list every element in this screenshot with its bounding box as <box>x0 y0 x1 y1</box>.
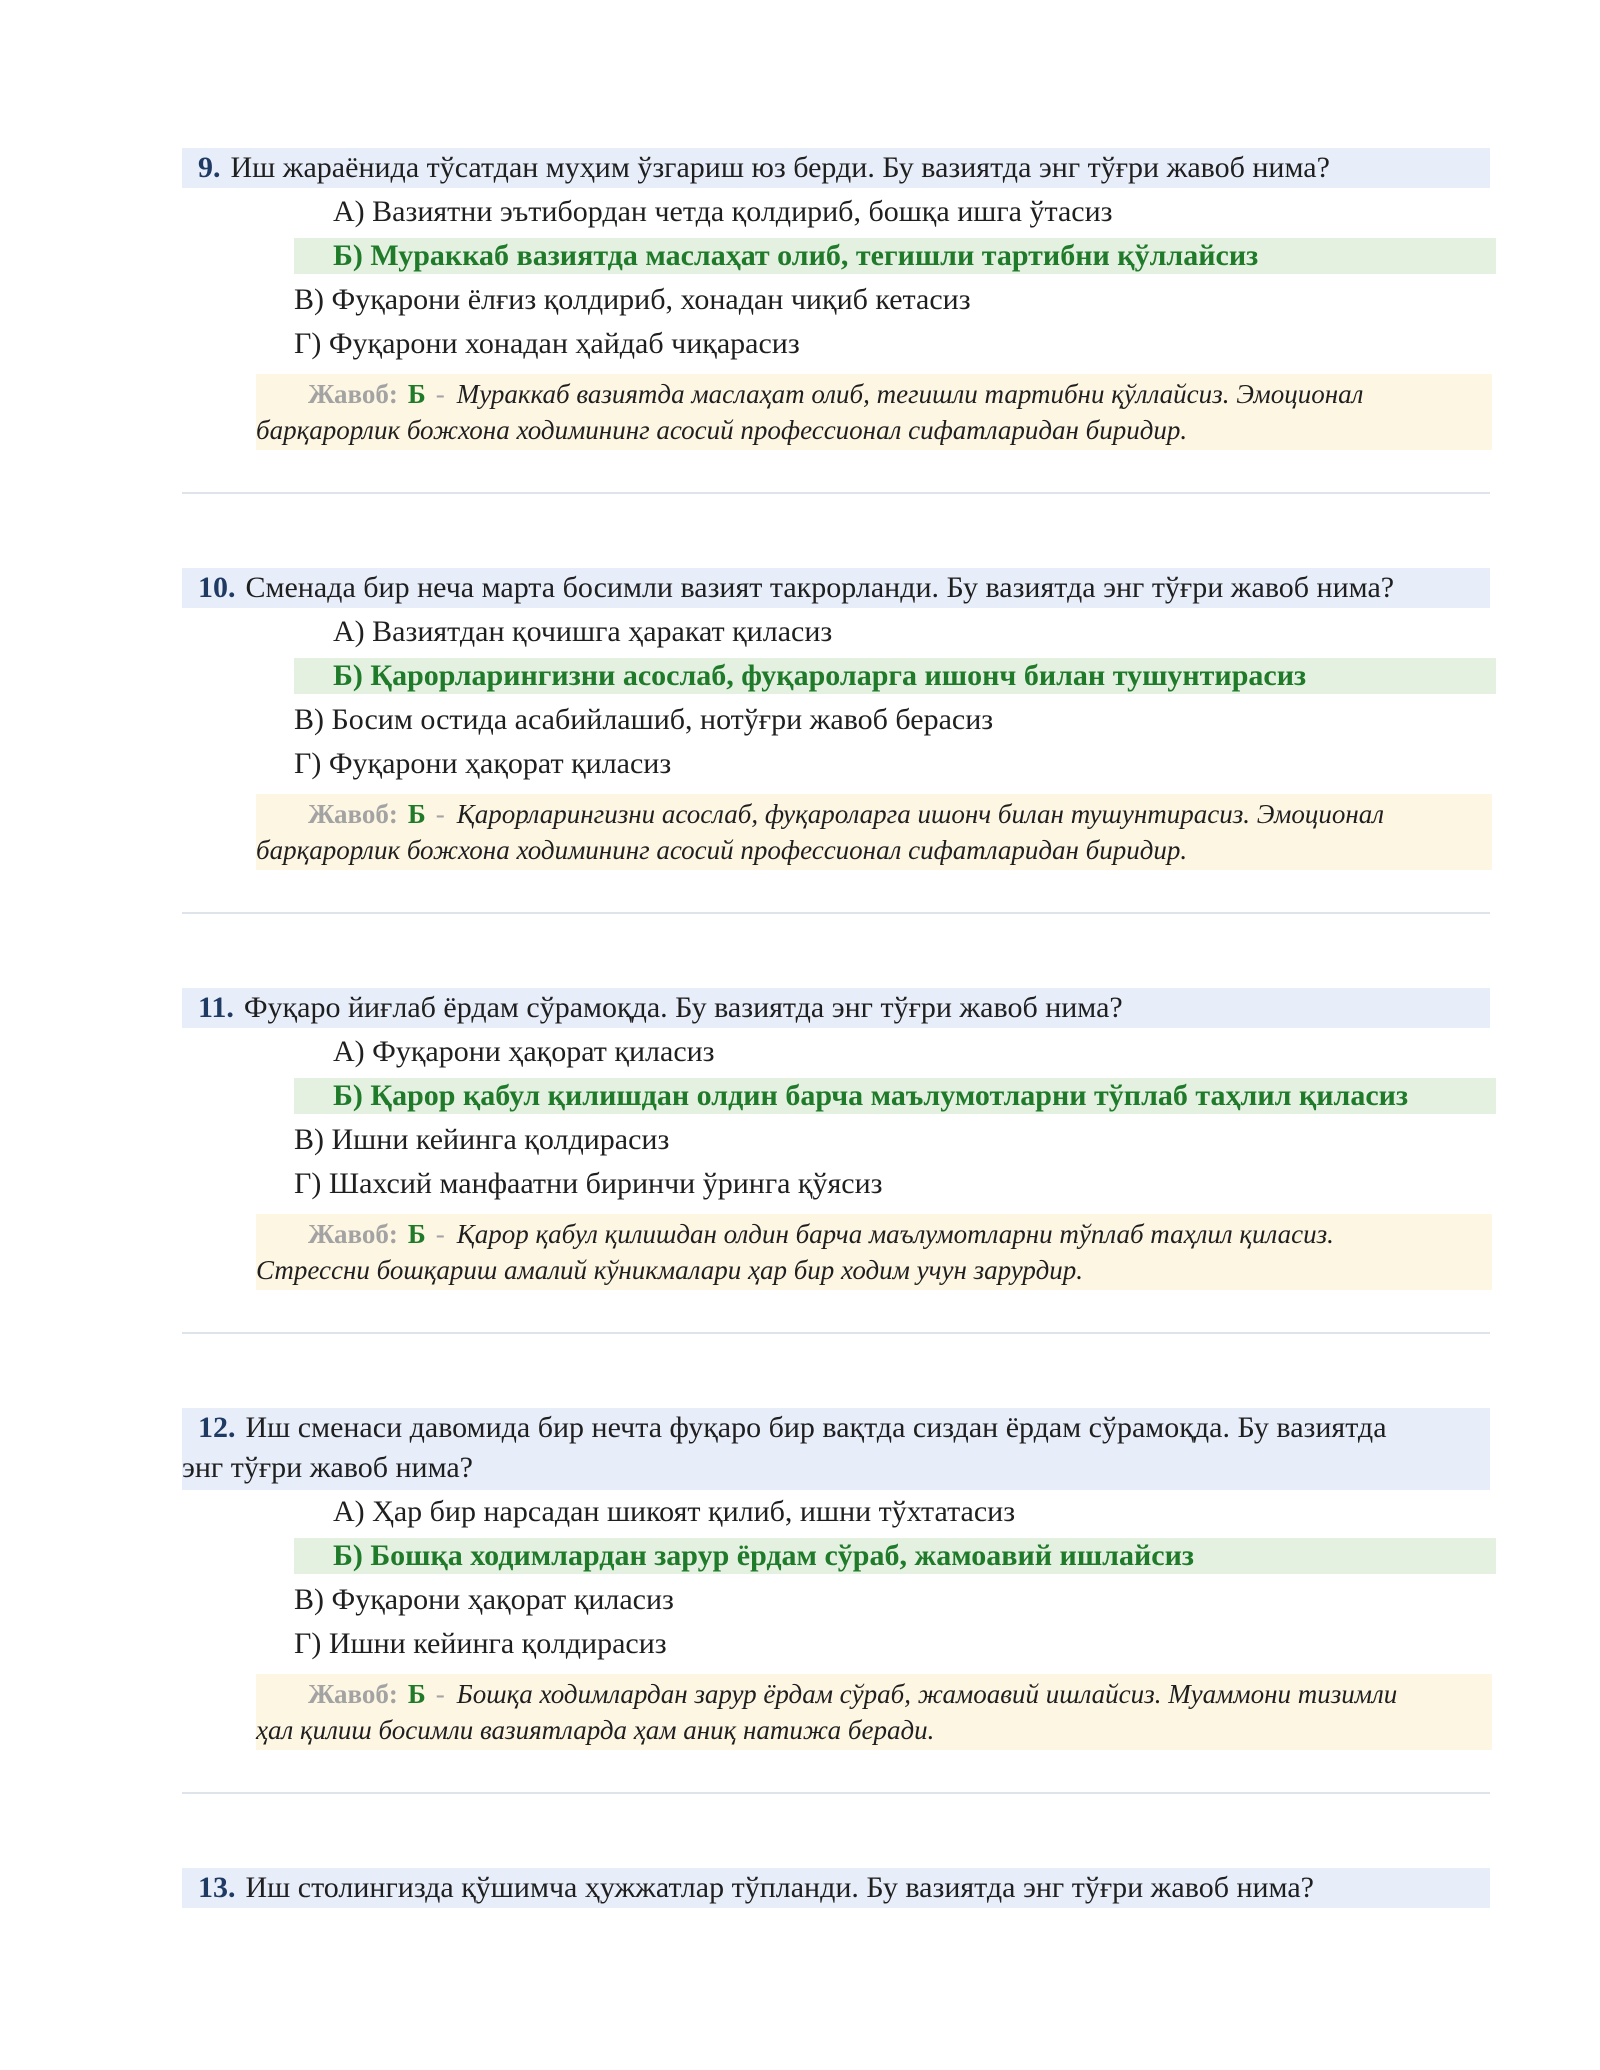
answer-box <box>256 1214 1492 1290</box>
divider <box>182 1792 1490 1794</box>
answer-line-2: барқарорлик божхона ходимининг асосий профессионал сифатларидан биридир. <box>256 415 1188 445</box>
option-d: Г) Фуқарони ҳақорат қиласиз <box>294 747 672 780</box>
divider <box>182 912 1490 914</box>
question-number: 11. <box>198 991 234 1024</box>
option-b-correct: Б) Бошқа ходимлардан зарур ёрдам сўраб, жамоавий ишлайсиз <box>333 1539 1194 1572</box>
divider <box>182 1332 1490 1334</box>
answer-line-2: ҳал қилиш босимли вазиятларда ҳам аниқ натижа беради. <box>256 1715 935 1745</box>
question-text: 10. Сменада бир неча марта босимли вазият такрорланди. Бу вазиятда энг тўғри жавоб нима? <box>198 571 1395 604</box>
question-text: 9. Иш жараёнида тўсатдан муҳим ўзгариш юз берди. Бу вазиятда энг тўғри жавоб нима? <box>198 151 1330 184</box>
question-number: 10. <box>198 571 236 604</box>
question-text-line-2: энг тўғри жавоб нима? <box>182 1451 473 1484</box>
option-d: Г) Ишни кейинга қолдирасиз <box>294 1627 667 1660</box>
answer-letter: Б <box>407 379 426 409</box>
answer-box <box>256 374 1492 450</box>
answer-label: Жавоб: <box>308 1219 398 1249</box>
answer-label: Жавоб: <box>308 799 398 829</box>
question-number: 9. <box>198 151 221 184</box>
question-number: 12. <box>198 1411 236 1444</box>
answer-line-1: Жавоб: Б - Қарор қабул қилишдан олдин барча маълумотларни тўплаб таҳлил қиласиз. <box>308 1219 1334 1249</box>
option-c: В) Фуқарони ҳақорат қиласиз <box>294 1583 674 1616</box>
option-b-correct: Б) Қарорларингизни асослаб, фуқароларга ишонч билан тушунтирасиз <box>333 659 1307 692</box>
answer-line-1: Жавоб: Б - Мураккаб вазиятда маслаҳат олиб, тегишли тартибни қўллайсиз. Эмоционал <box>308 379 1364 409</box>
answer-line-2: Стрессни бошқариш амалий кўникмалари ҳар бир ходим учун зарурдир. <box>256 1255 1083 1285</box>
answer-letter: Б <box>407 1219 426 1249</box>
answer-line-2: барқарорлик божхона ходимининг асосий профессионал сифатларидан биридир. <box>256 835 1188 865</box>
option-d: Г) Шахсий манфаатни биринчи ўринга қўясиз <box>294 1167 883 1200</box>
option-c: В) Босим остида асабийлашиб, нотўғри жавоб берасиз <box>294 703 994 736</box>
option-a: А) Ҳар бир нарсадан шикоят қилиб, ишни тўхтатасиз <box>333 1495 1016 1528</box>
answer-dash: - <box>435 1679 445 1709</box>
answer-letter: Б <box>407 1679 426 1709</box>
option-a: А) Вазиятдан қочишга ҳаракат қиласиз <box>333 615 833 648</box>
option-b-correct: Б) Мураккаб вазиятда маслаҳат олиб, тегишли тартибни қўллайсиз <box>333 239 1259 272</box>
question-text: 13. Иш столингизда қўшимча ҳужжатлар тўпланди. Бу вазиятда энг тўғри жавоб нима? <box>198 1871 1314 1904</box>
answer-box <box>256 794 1492 870</box>
answer-letter: Б <box>407 799 426 829</box>
question-number: 13. <box>198 1871 236 1904</box>
option-a: А) Фуқарони ҳақорат қиласиз <box>333 1035 715 1068</box>
question-text: 11. Фуқаро йиғлаб ёрдам сўрамоқда. Бу вазиятда энг тўғри жавоб нима? <box>198 991 1123 1024</box>
answer-box <box>256 1674 1492 1750</box>
option-a: А) Вазиятни эътибордан четда қолдириб, бошқа ишга ўтасиз <box>333 195 1113 228</box>
answer-dash: - <box>435 379 445 409</box>
answer-line-1: Жавоб: Б - Қарорларингизни асослаб, фуқароларга ишонч билан тушунтирасиз. Эмоционал <box>308 799 1384 829</box>
option-c: В) Фуқарони ёлғиз қолдириб, хонадан чиқиб кетасиз <box>294 283 971 316</box>
answer-label: Жавоб: <box>308 1679 398 1709</box>
answer-label: Жавоб: <box>308 379 398 409</box>
divider <box>182 492 1490 494</box>
answer-dash: - <box>435 799 445 829</box>
question-text: 12. Иш сменаси давомида бир нечта фуқаро бир вақтда сиздан ёрдам сўрамоқда. Бу вазиятда <box>198 1411 1387 1444</box>
option-b-correct: Б) Қарор қабул қилишдан олдин барча маълумотларни тўплаб таҳлил қиласиз <box>333 1079 1409 1112</box>
option-d: Г) Фуқарони хонадан ҳайдаб чиқарасиз <box>294 327 800 360</box>
option-c: В) Ишни кейинга қолдирасиз <box>294 1123 670 1156</box>
answer-dash: - <box>435 1219 445 1249</box>
answer-line-1: Жавоб: Б - Бошқа ходимлардан зарур ёрдам сўраб, жамоавий ишлайсиз. Муаммони тизимли <box>308 1679 1398 1709</box>
